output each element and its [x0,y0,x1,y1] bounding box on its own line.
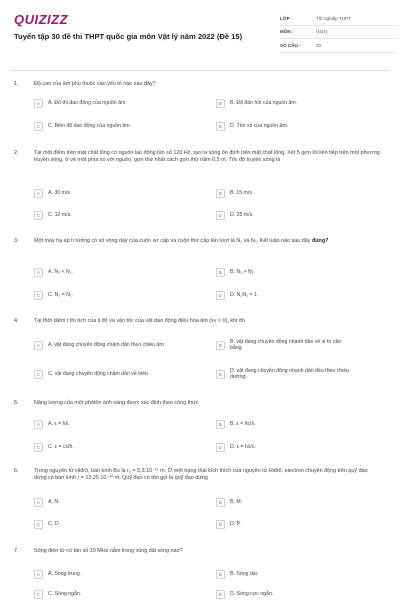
option-a[interactable] [34,266,204,278]
meta-value: 40 [316,42,322,48]
option-c[interactable] [34,289,204,301]
option-text: D. Tần số của nguồn âm. [230,122,289,129]
option-a[interactable] [34,496,204,508]
option-text: B. M. [230,498,243,505]
question-number: 7. [14,548,19,554]
option-letter: B [216,420,225,429]
option-d[interactable] [216,368,386,380]
option-a[interactable] [34,418,204,430]
option-text: C. N₂ = N₁. [48,291,74,298]
question-number: 2. [14,150,19,156]
option-b[interactable] [216,568,386,580]
meta-key: LỚP : [280,15,293,21]
header-divider [10,70,390,71]
meta-value: Tốt nghiệp THPT [316,15,351,21]
option-text: B. 15 m/s. [230,189,254,196]
option-letter: B [216,341,225,350]
meta-row-class [280,12,398,26]
question-number: 1. [14,81,19,87]
option-b[interactable] [216,418,386,430]
question-text: Trong nguyên tử Hiđrô, bán kính Bo là r₀ = 5,3.10⁻¹¹ m. Ở một trạng thái kích thích của nguyên tử Hiđrô, electron chuyển động trên quỹ đạo dừng có bán kính r = 13,25.10⁻¹⁰ m. Quỹ đạo có tên gọi là quỹ đạo dừng [34,468,368,482]
option-letter: A [34,420,43,429]
option-text: D. vật đang chuyển động nhanh dần đều theo chiều dương. [230,367,350,380]
option-letter: C [34,520,43,529]
option-letter: A [34,99,43,108]
option-text: C. Biên độ dao động của nguồn âm. [48,122,132,129]
option-text: B. N₂ > N₁. [230,268,255,275]
option-d[interactable] [216,588,386,600]
option-letter: B [216,570,225,579]
option-text: C. 12 m/s. [48,211,72,218]
option-letter: B [216,189,225,198]
option-letter: C [34,370,43,379]
meta-value: Vật lý [316,29,328,35]
option-letter: C [34,211,43,220]
option-letter: D [216,370,225,379]
option-letter: C [34,291,43,300]
option-d[interactable] [216,518,386,530]
question-text: Tại thời điểm t thì tích của li độ và vận tốc của vật dao động điều hòa âm (xv < 0), khi đó [34,318,245,324]
option-d[interactable] [216,120,386,132]
option-text: A. 30 m/s. [48,189,72,196]
option-c[interactable] [34,518,204,530]
question-text: Tại một điểm trên mặt chất lỏng có nguồn lao động tần số 120 Hz, tạo ra sóng ổn định trên mặt chất lỏng. Xét 5 gợn lồi liên tiếp trên một phương truyền sóng, ở về một phía so với nguồn, gợn thứ nhất cách gợn thứ năm 0,5 m. Tốc độ truyền sóng là [34,150,380,164]
meta-row-count [280,39,398,53]
option-text: A. Đồ thị dao động của nguồn âm. [48,99,127,106]
option-letter: A [34,341,43,350]
option-text: B. vật đang chuyển động nhanh dần về vị trí cân bằng. [230,338,342,351]
question-text-main: Một máy hạ áp lí tưởng có số vòng dây của cuộn sơ cấp và cuộn thứ cấp lần lượt là N₁ và N₂. Kết luận nào sau đây [34,238,311,244]
option-c[interactable] [34,209,204,221]
option-letter: B [216,268,225,277]
option-d[interactable] [216,441,386,453]
option-c[interactable] [34,588,204,600]
option-text: A. vật đang chuyển động chậm dần theo chiều âm. [48,341,166,348]
option-letter: C [34,443,43,452]
option-a[interactable] [34,339,204,351]
question-number: 3. [14,238,19,244]
option-letter: D [216,211,225,220]
option-letter: B [216,498,225,507]
question-text-emphasis: đúng? [311,238,329,244]
option-d[interactable] [216,289,386,301]
option-text: D. 25 m/s. [230,211,254,218]
option-c[interactable] [34,441,204,453]
option-letter: C [34,122,43,131]
question-text [34,238,380,245]
option-text: C. O. [48,520,61,527]
option-b[interactable] [216,187,386,199]
option-text: D. Sóng cực ngắn. [230,590,274,597]
option-text: C. vật đang chuyển động chậm dần về biên. [48,370,150,377]
question-number: 5. [14,400,19,406]
option-letter: A [34,268,43,277]
question-text: Sóng điện từ có tần số 10 MHz nằm trong vùng dải sóng nào? [34,548,183,554]
option-text: A. N. [48,498,60,505]
option-letter: A [34,570,43,579]
meta-key: SỐ CÂU : [280,42,301,48]
question-text: Năng lượng của một phôtôn ánh sáng được xác định theo công thức [34,400,199,406]
meta-row-subject [280,26,398,40]
option-letter: D [216,443,225,452]
option-b[interactable] [216,496,386,508]
option-b[interactable] [216,266,386,278]
option-letter: D [216,590,225,599]
option-letter: A [34,189,43,198]
quizizz-logo: QUIZIZZ [14,12,69,27]
worksheet-title: Tuyển tập 30 đề thi THPT quốc gia môn Vật lý năm 2022 (Đề 15) [14,32,243,41]
option-a[interactable] [34,97,204,109]
option-b[interactable] [216,339,386,351]
worksheet-header [10,10,390,66]
option-c[interactable] [34,120,204,132]
option-text: A. ε = hλ. [48,420,70,427]
option-text: D. N₂N₁ = 1. [230,291,259,298]
option-d[interactable] [216,209,386,221]
option-a[interactable] [34,187,204,199]
option-letter: D [216,291,225,300]
option-text: A. N₂ < N₁. [48,268,73,275]
question-number: 4. [14,318,19,324]
option-letter: D [216,122,225,131]
option-text: C. Sóng ngắn. [48,590,82,597]
option-text: B. ε = hc/λ. [230,420,256,427]
meta-key: MÔN : [280,29,294,35]
option-text: D. ε = hλ/c. [230,443,256,450]
option-text: C. ε = cλ/h. [48,443,74,450]
option-letter: A [34,498,43,507]
option-letter: B [216,99,225,108]
option-letter: D [216,520,225,529]
meta-table [280,12,398,53]
option-b[interactable] [216,97,386,109]
option-text: A. Sóng trung. [48,570,82,577]
question-number: 6. [14,468,19,474]
option-text: B. Độ đàn hồi của nguồn âm. [230,99,298,106]
option-text: B. Sóng dài. [230,570,259,577]
option-letter: C [34,590,43,599]
option-c[interactable] [34,368,204,380]
option-a[interactable] [34,568,204,580]
question-text: Độ cao của âm phụ thuộc vào yếu tố nào sau đây? [34,81,156,87]
option-text: D. P. [230,520,241,527]
